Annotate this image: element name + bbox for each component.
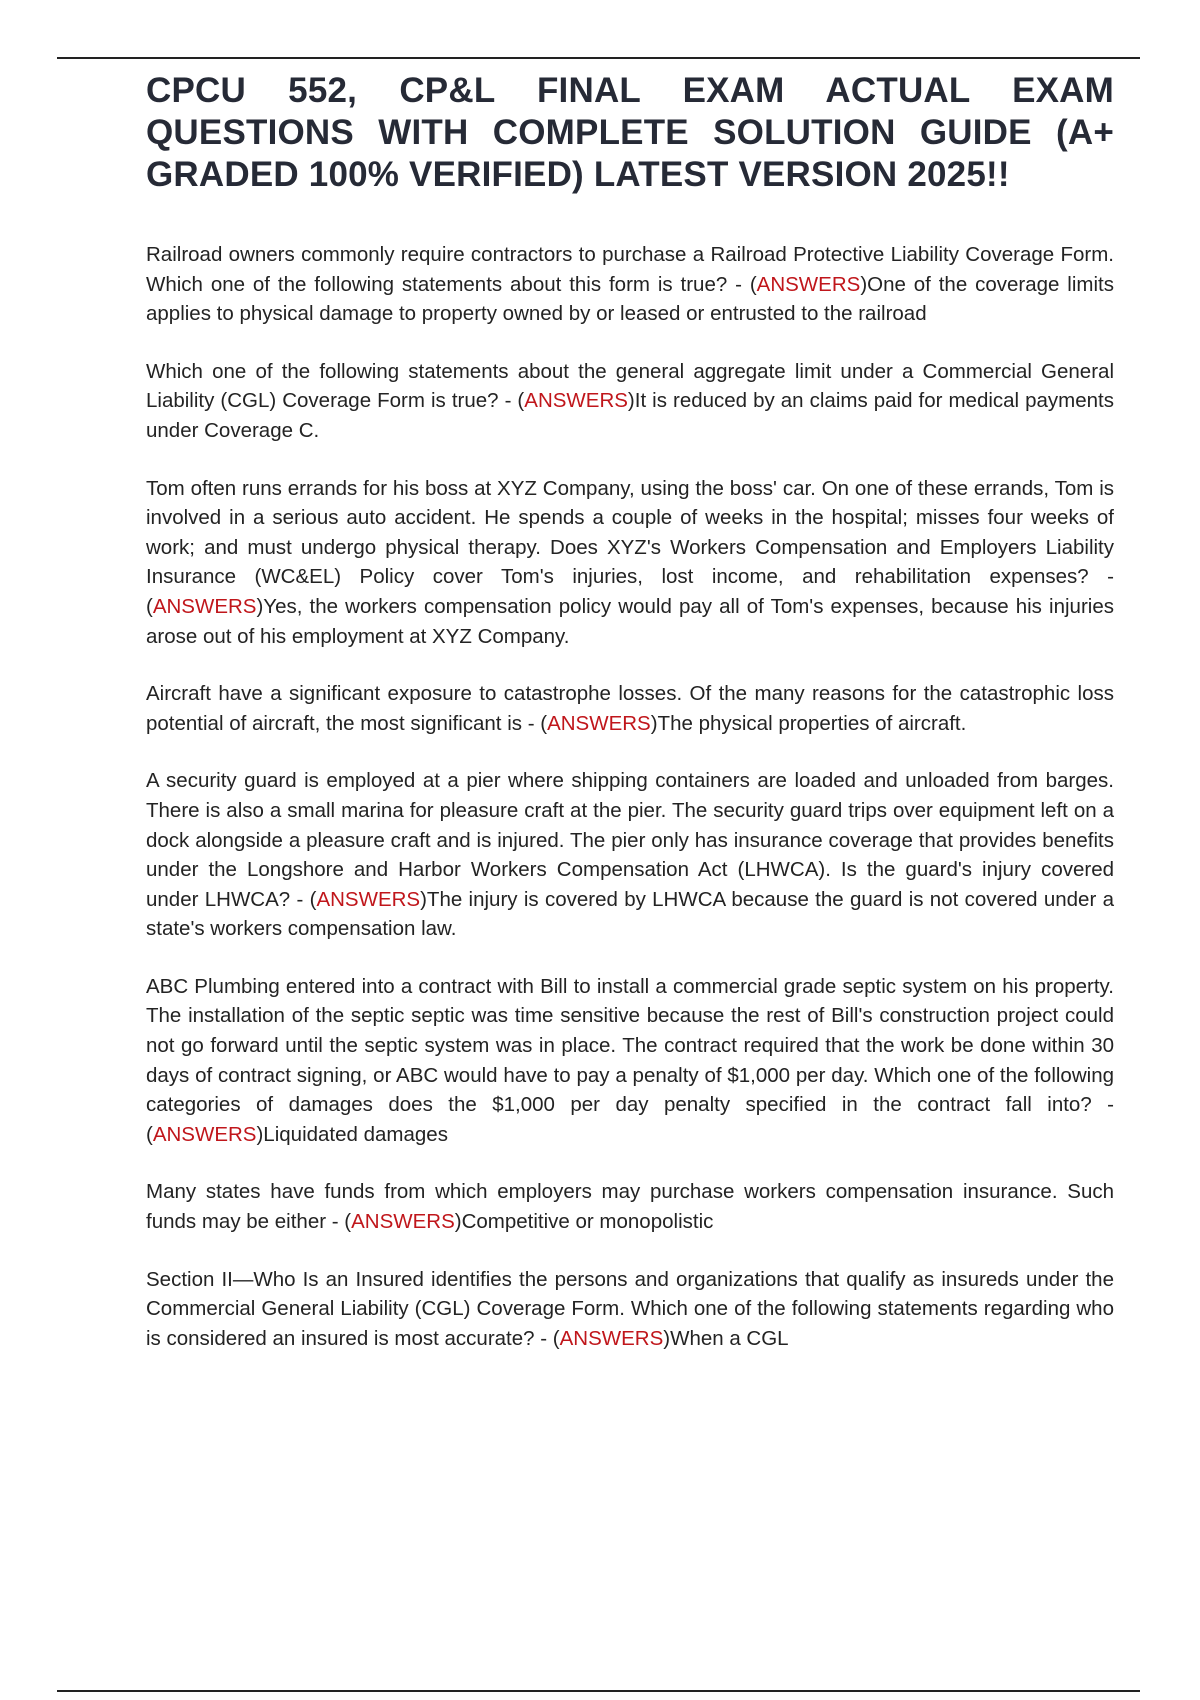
bottom-rule <box>57 1690 1140 1692</box>
document-body <box>146 70 1114 1381</box>
document-title: CPCU 552, CP&L FINAL EXAM ACTUAL EXAM QUESTIONS WITH COMPLETE SOLUTION GUIDE (A+ GRADED 100% VERIFIED) LATEST VERSION 2025!! <box>146 71 1114 194</box>
answer-tag: ANSWERS <box>524 389 628 413</box>
answer-tag: ANSWERS <box>316 887 421 911</box>
qa-item <box>146 1265 1114 1354</box>
answer-tag: ANSWERS <box>547 711 651 735</box>
answer-text: )Competitive or monopolistic <box>454 1210 714 1234</box>
answer-tag: ANSWERS <box>152 1122 257 1146</box>
answer-text: )One of the coverage limits applies to physical damage to property owned by or leased or entrusted to the railroad <box>146 272 1114 326</box>
answer-text: )Yes, the workers compensation policy would pay all of Tom's expenses, because his injuries arose out of his employment at XYZ Company. <box>146 594 1114 648</box>
answer-text: )It is reduced by an claims paid for medical payments under Coverage C. <box>146 389 1115 442</box>
question-text: ABC Plumbing entered into a contract with Bill to install a commercial grade septic system on his property. The installation of the septic septic was time sensitive because the rest of Bill's construction project could not go forward until the septic system was in place. The contract required that the work be done within 30 days of contract signing, or ABC would have to pay a penalty of $1,000 per day. Which one of the following categories of damages does the $1,000 per day penalty specified in the contract fall into? - ( <box>146 974 1114 1146</box>
question-text: Which one of the following statements about the general aggregate limit under a Commercial General Liability (CGL) Coverage Form is true? - ( <box>146 359 1114 413</box>
qa-item <box>146 357 1114 446</box>
question-text: A security guard is employed at a pier where shipping containers are loaded and unloaded from barges. There is also a small marina for pleasure craft at the pier. The security guard trips over equipment left on a dock alongside a pleasure craft and is injured. The pier only has insurance coverage that provides benefits under the Longshore and Harbor Workers Compensation Act (LHWCA). Is the guard's injury covered under LHWCA? - ( <box>146 769 1114 911</box>
qa-item <box>146 474 1114 652</box>
answer-text: )The physical properties of aircraft. <box>650 711 967 735</box>
answer-text: )Liquidated damages <box>256 1122 448 1146</box>
answer-tag: ANSWERS <box>351 1210 455 1234</box>
question-text: Railroad owners commonly require contractors to purchase a Railroad Protective Liability Coverage Form. Which one of the following statements about this form is true? - ( <box>146 243 1114 296</box>
question-text: Tom often runs errands for his boss at XYZ Company, using the boss' car. On one of these errands, Tom is involved in a serious auto accident. He spends a couple of weeks in the hospital; misses four weeks of work; and must undergo physical therapy. Does XYZ's Workers Compensation and Employers Liability Insurance (WC&EL) Policy cover Tom's injuries, lost income, and rehabilitation expenses? - ( <box>146 476 1114 618</box>
question-text: Aircraft have a significant exposure to catastrophe losses. Of the many reasons for the catastrophic loss potential of aircraft, the most significant is - ( <box>146 682 1114 735</box>
qa-item <box>146 240 1114 329</box>
qa-list <box>146 240 1114 1353</box>
qa-item <box>146 766 1114 944</box>
answer-tag: ANSWERS <box>559 1326 664 1350</box>
top-rule <box>57 57 1140 59</box>
qa-item <box>146 972 1114 1150</box>
answer-tag: ANSWERS <box>756 272 861 296</box>
answer-text: )When a CGL <box>663 1326 789 1350</box>
qa-item <box>146 679 1114 738</box>
question-text: Section II—Who Is an Insured identifies the persons and organizations that qualify as insureds under the Commercial General Liability (CGL) Coverage Form. Which one of the following statements regarding who is considered an insured is most accurate? - ( <box>146 1267 1114 1350</box>
answer-tag: ANSWERS <box>152 594 257 618</box>
question-text: Many states have funds from which employers may purchase workers compensation insurance. Such funds may be either - ( <box>146 1180 1114 1234</box>
qa-item <box>146 1177 1114 1236</box>
answer-text: )The injury is covered by LHWCA because the guard is not covered under a state's workers compensation law. <box>146 887 1114 941</box>
